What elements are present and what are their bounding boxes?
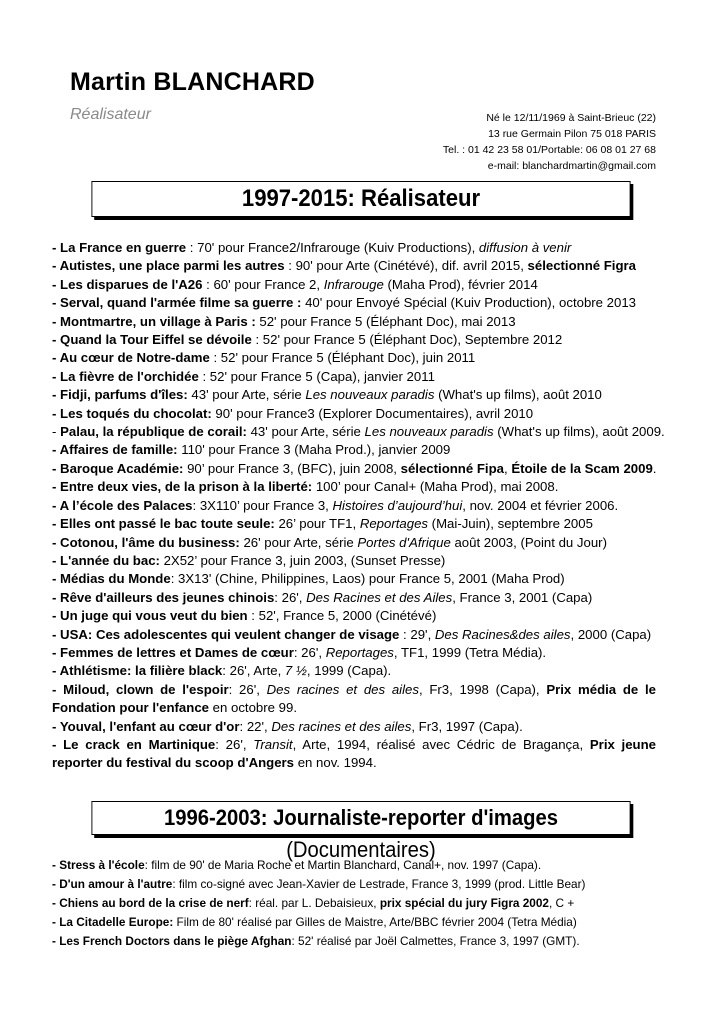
item-text: août 2003, (Point du Jour) (450, 534, 607, 550)
item-series: Infrarouge (323, 276, 384, 292)
list-item (52, 478, 656, 496)
item-text: : 90' pour Arte (Cinétévé), dif. avril 2015, (284, 258, 528, 274)
item-text: : 26', (215, 736, 254, 752)
list-item (52, 368, 656, 386)
item-title: - Fidji, parfums d'îles: (52, 387, 188, 403)
item-text: : 3X110’ pour France 3, (192, 497, 333, 513)
journalist-filmography-list (52, 856, 656, 951)
item-series: Transit (253, 736, 293, 752)
section-title-journalist (91, 801, 630, 862)
item-series: 7 ½ (284, 663, 307, 679)
section-title-director (91, 181, 630, 217)
section-title-main: 1996-2003: Journaliste-reporter d'images (163, 805, 559, 830)
item-text: 90’ pour France 3, (BFC), juin 2008, (183, 460, 401, 476)
item-title: - Un juge qui vous veut du bien (52, 608, 248, 624)
list-item (52, 405, 656, 423)
item-text: : film co-signé avec Jean-Xavier de Lestrade, France 3, 1999 (prod. Little Bear) (172, 877, 586, 891)
item-text: : 26', Arte, (222, 663, 285, 679)
list-item (52, 894, 656, 913)
item-text: , France 3, 2001 (Capa) (452, 589, 593, 605)
item-title: - Youval, l'enfant au cœur d'or (52, 718, 240, 734)
person-role: Réalisateur (70, 106, 151, 123)
item-series: Des racines et des ailes (271, 718, 412, 734)
item-text: : 60' pour France 2, (202, 276, 324, 292)
item-title: prix spécial du jury Figra 2002 (379, 896, 549, 910)
birth-info: Né le 12/11/1969 à Saint-Brieuc (22) (486, 112, 656, 124)
item-title: - Serval, quand l'armée filme sa guerre : (52, 295, 306, 311)
item-title: Prix média de le Fondation pour l'enfance (52, 681, 656, 716)
email: e-mail: blanchardmartin@gmail.com (487, 160, 656, 172)
item-title: - Affaires de famille: (52, 442, 178, 458)
contact-block (443, 110, 656, 174)
item-text: 43' pour Arte, série (246, 424, 365, 440)
item-text: , Fr3, 1997 (Capa). (411, 718, 523, 734)
item-text: : 52' pour France 5 (Éléphant Doc), juin 2011 (209, 350, 476, 366)
item-text: (What's up films), août 2010 (434, 387, 602, 403)
director-filmography-list (52, 239, 665, 773)
item-text: : 52' pour France 5 (Capa), janvier 2011 (198, 368, 435, 384)
list-item (52, 718, 656, 736)
item-text: 2X52’ pour France 3, juin 2003, (Sunset Presse) (159, 552, 446, 568)
item-series: Les nouveaux paradis (364, 424, 494, 440)
item-text: 26’ pour TF1, (274, 516, 360, 532)
item-title: - La Citadelle Europe: (52, 915, 174, 929)
item-text: . (652, 460, 657, 476)
item-text: : 29', (399, 626, 435, 642)
list-item (52, 736, 656, 773)
item-series: diffusion à venir (478, 240, 572, 255)
item-title: - Les toqués du chocolat: (52, 405, 212, 421)
item-title: - Quand la Tour Eiffel se dévoile (52, 332, 252, 348)
list-item (52, 856, 656, 875)
item-title: - La France en guerre (52, 240, 187, 255)
list-item (52, 570, 656, 588)
item-text: en nov. 1994. (294, 755, 377, 771)
item-text: , 2000 (Capa) (570, 626, 652, 642)
list-item (52, 626, 656, 644)
item-text: , Fr3, 1998 (Capa), (418, 681, 547, 697)
list-item (52, 386, 656, 404)
item-title: - USA: Ces adolescentes qui veulent changer de visage (52, 626, 400, 642)
person-name: Martin BLANCHARD (70, 68, 315, 96)
item-title: - Entre deux vies, de la prison à la liberté: (52, 479, 313, 495)
list-item (52, 589, 656, 607)
item-text: : 26', (228, 681, 267, 697)
item-title: - Rêve d'ailleurs des jeunes chinois (52, 589, 275, 605)
item-title: - D'un amour à l'autre (52, 877, 173, 891)
list-item (52, 515, 656, 533)
item-text: : 3X13' (Chine, Philippines, Laos) pour France 5, 2001 (Maha Prod) (170, 571, 565, 587)
item-text: 90' pour France3 (Explorer Documentaires), avril 2010 (211, 405, 534, 421)
item-title: sélectionné Fipa (400, 460, 504, 476)
item-title: Prix jeune reporter du festival du scoop d'Angers (52, 736, 656, 771)
list-item (52, 662, 656, 680)
list-item (52, 460, 656, 478)
list-item (52, 257, 656, 275)
item-series: Des Racines et des Ailes (306, 589, 453, 605)
item-text: (Mai-Juin), septembre 2005 (428, 516, 593, 532)
item-text: : film de 90' de Maria Roche et Martin Blanchard, Canal+, nov. 1997 (Capa). (144, 858, 542, 872)
item-text: : 52', France 5, 2000 (Cinétévé) (247, 608, 437, 624)
item-text: : 70' pour France2/Infrarouge (Kuiv Productions), (186, 240, 479, 255)
item-title: - La fièvre de l'orchidée (52, 368, 199, 384)
item-title: - Cotonou, l'âme du business: (52, 534, 240, 550)
phone: Tel. : 01 42 23 58 01/Portable: 06 08 01 27 68 (442, 144, 656, 156)
item-title: - Le crack en Martinique (52, 736, 216, 752)
section-title-text: 1997-2015: Réalisateur (241, 185, 481, 212)
item-title: - Athlétisme: la filière black (52, 663, 223, 679)
item-text: 110' pour France 3 (Maha Prod.), janvier 2009 (177, 442, 451, 458)
item-title: - L'année du bac: (52, 552, 160, 568)
item-title: sélectionné Figra (527, 258, 636, 274)
list-item (52, 644, 656, 662)
item-text: : 52' réalisé par Joël Calmettes, France 3, 1997 (GMT). (291, 934, 580, 948)
item-title: - Les disparues de l'A26 (52, 276, 203, 292)
item-text: : réal. par L. Debaisieux, (248, 896, 380, 910)
list-item (52, 294, 656, 312)
item-title: - Médias du Monde (52, 571, 171, 587)
list-item (52, 607, 656, 625)
item-title: - Femmes de lettres et Dames de cœur (52, 644, 294, 660)
list-item (52, 875, 656, 894)
item-title: - Miloud, clown de l'espoir (52, 681, 229, 697)
item-text: , Arte, 1994, réalisé avec Cédric de Bragança, (292, 736, 590, 752)
list-item (52, 534, 656, 552)
list-item (52, 276, 656, 294)
list-item (52, 239, 656, 257)
list-item (52, 681, 656, 718)
list-item (52, 349, 656, 367)
section-title-suffix: (Documentaires) (286, 837, 436, 862)
list-item (52, 552, 656, 570)
item-text: - (52, 424, 61, 440)
item-series: Des Racines&des ailes (434, 626, 571, 642)
item-title: - Montmartre, un village à Paris : (52, 313, 260, 329)
item-series: Histoires d’aujourd’hui (332, 497, 463, 513)
item-text: : 26', (293, 644, 326, 660)
item-text: en octobre 99. (209, 700, 297, 716)
item-series: Des racines et des ailes (266, 681, 419, 697)
item-series: Portes d'Afrique (357, 534, 451, 550)
item-series: Reportages (325, 644, 394, 660)
item-text: (What's up films), août 2009. (493, 424, 665, 440)
item-title: Palau, la république de corail: (60, 424, 247, 440)
item-text: , C + (549, 896, 575, 910)
item-text: 26' pour Arte, série (239, 534, 358, 550)
item-text: , 1999 (Capa). (306, 663, 392, 679)
item-text: (Maha Prod), février 2014 (383, 276, 538, 292)
item-text: , TF1, 1999 (Tetra Média). (393, 644, 547, 660)
item-text: , nov. 2004 et février 2006. (462, 497, 619, 513)
list-item (52, 423, 665, 441)
item-text: 52' pour France 5 (Éléphant Doc), mai 2013 (259, 313, 516, 329)
address: 13 rue Germain Pilon 75 018 PARIS (488, 128, 656, 140)
list-item (52, 331, 656, 349)
item-title: - Au cœur de Notre-dame (52, 350, 210, 366)
item-text: : 26', (274, 589, 307, 605)
item-text: : 52' pour France 5 (Éléphant Doc), Septembre 2012 (251, 332, 563, 348)
item-title: - A l’école des Palaces (52, 497, 193, 513)
item-text: : 22', (239, 718, 272, 734)
item-title: - Baroque Académie: (52, 460, 184, 476)
item-text: , (503, 460, 512, 476)
item-text: 43' pour Arte, série (187, 387, 306, 403)
list-item (52, 932, 656, 951)
item-title: - Chiens au bord de la crise de nerf (52, 896, 249, 910)
item-title: Étoile de la Scam 2009 (511, 460, 653, 476)
list-item (52, 441, 656, 459)
item-title: - Elles ont passé le bac toute seule: (52, 516, 275, 532)
item-series: Les nouveaux paradis (305, 387, 435, 403)
list-item (52, 313, 656, 331)
item-series: Reportages (359, 516, 429, 532)
item-title: - Les French Doctors dans le piège Afghan (52, 934, 292, 948)
item-title: - Autistes, une place parmi les autres (52, 258, 285, 274)
list-item (52, 913, 656, 932)
list-item (52, 497, 656, 515)
item-text: 100’ pour Canal+ (Maha Prod), mai 2008. (312, 479, 559, 495)
item-title: - Stress à l'école (52, 858, 145, 872)
item-text: Film de 80' réalisé par Gilles de Maistre, Arte/BBC février 2004 (Tetra Média) (173, 915, 577, 929)
item-text: 40' pour Envoyé Spécial (Kuiv Production), octobre 2013 (305, 295, 636, 311)
